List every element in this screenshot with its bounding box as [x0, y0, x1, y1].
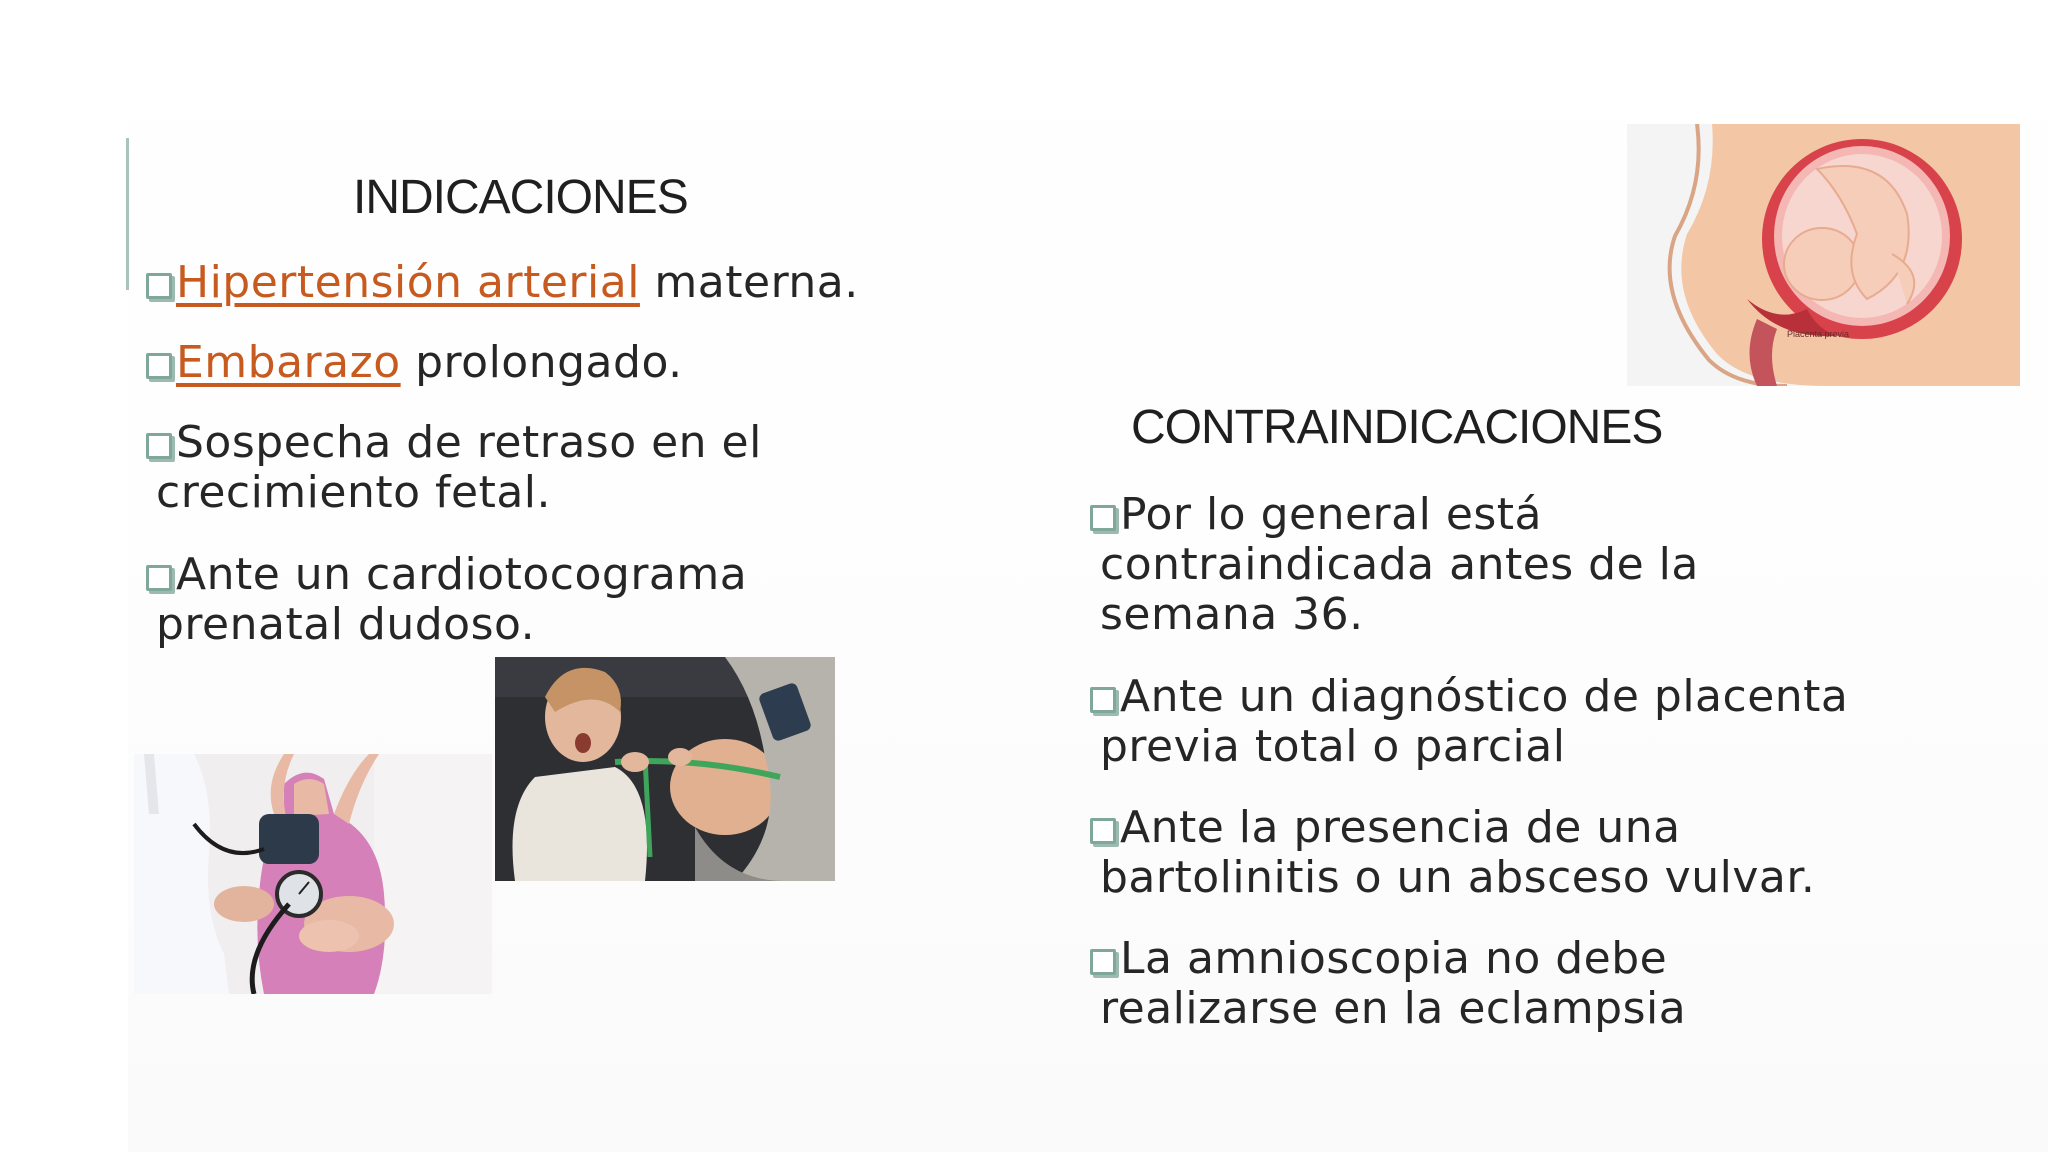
contraindicaciones-item-3 — [1090, 803, 1815, 903]
item-text: La amnioscopia no debe — [1120, 933, 1668, 984]
indicaciones-heading: INDICACIONES — [353, 171, 688, 224]
item-text: materna. — [639, 257, 859, 308]
checkbox-bullet-icon — [146, 273, 172, 299]
indicaciones-item-3 — [146, 418, 762, 518]
item-text: crecimiento fetal. — [156, 467, 551, 518]
placenta-previa-illustration — [1627, 124, 2020, 386]
contraindicaciones-item-4 — [1090, 934, 1686, 1034]
contraindicaciones-heading: CONTRAINDICACIONES — [1131, 401, 1663, 454]
checkbox-bullet-icon — [1090, 818, 1116, 844]
checkbox-bullet-icon — [1090, 687, 1116, 713]
indicaciones-item-2 — [146, 338, 683, 388]
item-text: Ante un cardiotocograma — [176, 549, 748, 600]
indicaciones-item-4 — [146, 550, 747, 650]
embarazo-link[interactable]: Embarazo — [176, 337, 401, 388]
checkbox-bullet-icon — [146, 353, 172, 379]
checkbox-bullet-icon — [146, 433, 172, 459]
blood-pressure-photo — [134, 754, 492, 994]
accent-line — [126, 138, 129, 290]
checkbox-bullet-icon — [1090, 505, 1116, 531]
item-text: prenatal dudoso. — [156, 599, 536, 650]
contraindicaciones-item-1 — [1090, 490, 1699, 640]
belly-measurement-photo — [495, 657, 835, 881]
checkbox-bullet-icon — [146, 565, 172, 591]
item-text: contraindicada antes de la — [1100, 539, 1699, 590]
item-text: previa total o parcial — [1100, 721, 1566, 772]
placenta-label: Placenta previa — [1787, 329, 1850, 339]
checkbox-bullet-icon — [1090, 949, 1116, 975]
item-text: Por lo general está — [1120, 489, 1543, 540]
item-text: semana 36. — [1100, 589, 1364, 640]
item-text: Sospecha de retraso en el — [176, 417, 762, 468]
hipertension-link[interactable]: Hipertensión arterial — [176, 257, 640, 308]
item-text: Ante la presencia de una — [1120, 802, 1681, 853]
item-text: prolongado. — [400, 337, 683, 388]
item-text: realizarse en la eclampsia — [1100, 983, 1687, 1034]
contraindicaciones-item-2 — [1090, 672, 1848, 772]
item-text: bartolinitis o un absceso vulvar. — [1100, 852, 1816, 903]
item-text: Ante un diagnóstico de placenta — [1120, 671, 1849, 722]
indicaciones-item-1 — [146, 258, 859, 308]
